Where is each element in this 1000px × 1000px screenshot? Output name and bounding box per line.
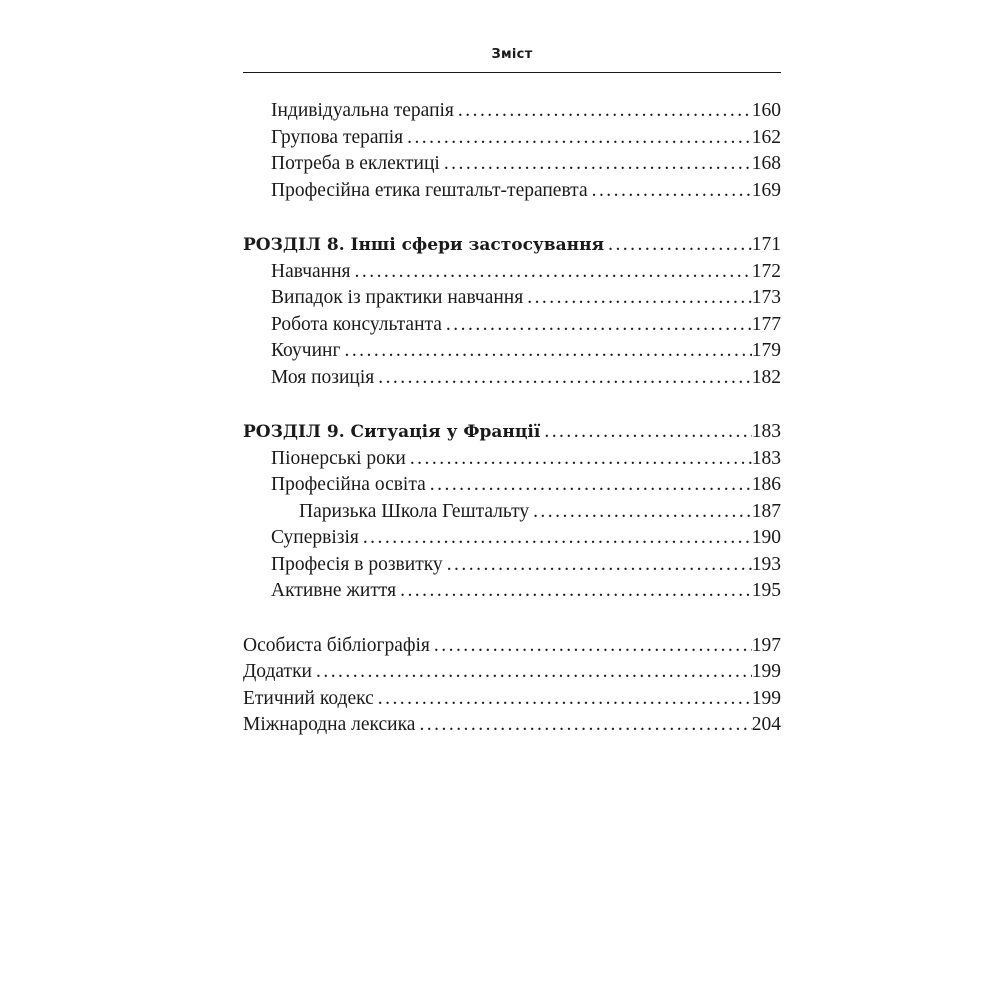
dot-leader: [374, 686, 752, 713]
toc-entry: [243, 338, 781, 365]
toc-entry-page: 182: [751, 366, 781, 388]
toc-entry-page: 162: [751, 126, 781, 148]
toc-entry-title: Навчання: [271, 260, 351, 282]
toc-chapter-page: 183: [751, 421, 781, 442]
toc-entry-page: 169: [751, 179, 781, 201]
dot-leader: [454, 98, 752, 125]
toc-entry: [243, 285, 781, 312]
dot-leader: [588, 178, 752, 205]
toc-entry-page: 195: [751, 580, 781, 601]
toc-back-matter-entry: [243, 712, 781, 739]
toc-chapter-title: РОЗДІЛ 8. Інші сфери застосування: [243, 235, 605, 255]
dot-leader: [540, 419, 751, 446]
dot-leader: [442, 312, 752, 339]
toc-entry-title: Потреба в еклектиці: [271, 153, 440, 174]
toc-entry-title: Супервізія: [271, 527, 359, 548]
toc-entry-page: 187: [751, 500, 781, 522]
dot-leader: [523, 285, 752, 312]
toc-entry: [243, 312, 781, 339]
toc-entry: [243, 472, 781, 499]
toc-chapter-9: [243, 419, 781, 446]
toc-entry: [243, 259, 781, 286]
dot-leader: [403, 125, 752, 152]
toc-entry-page: 199: [751, 687, 781, 709]
toc-entry-title: Професійна освіта: [271, 474, 426, 495]
dot-leader: [340, 338, 751, 365]
section-gap: [243, 605, 781, 633]
toc-entry-page: 190: [751, 527, 781, 548]
dot-leader: [312, 659, 752, 686]
table-of-contents: [243, 98, 781, 739]
dot-leader: [443, 552, 752, 579]
toc-entry-title: Випадок із практики навчання: [271, 287, 524, 308]
toc-entry-page: 183: [751, 447, 781, 469]
dot-leader: [604, 232, 752, 259]
toc-entry-title: Групова терапія: [271, 126, 404, 148]
dot-leader: [529, 499, 752, 526]
header-rule: [243, 72, 781, 73]
toc-entry-page: 193: [751, 553, 781, 575]
toc-back-matter-entry: [243, 686, 781, 713]
section-gap: [243, 391, 781, 419]
toc-back-matter-entry: [243, 633, 781, 660]
dot-leader: [396, 578, 752, 605]
toc-entry-title: Піонерські роки: [271, 447, 406, 469]
section-gap: [243, 204, 781, 232]
dot-leader: [359, 525, 752, 552]
toc-entry: [243, 178, 781, 205]
toc-entry-page: 173: [751, 287, 781, 308]
toc-entry: [243, 552, 781, 579]
toc-entry: [243, 125, 781, 152]
dot-leader: [406, 446, 752, 473]
toc-entry-title: Робота консультанта: [271, 313, 442, 335]
toc-entry-title: Коучинг: [271, 340, 341, 361]
toc-entry-page: 177: [751, 313, 781, 335]
toc-entry: [243, 98, 781, 125]
toc-entry: [243, 525, 781, 552]
dot-leader: [430, 633, 752, 660]
toc-back-matter-entry: [243, 659, 781, 686]
toc-entry: [243, 151, 781, 178]
dot-leader: [426, 472, 752, 499]
dot-leader: [440, 151, 752, 178]
toc-entry-page: 168: [751, 153, 781, 174]
running-head: Зміст: [491, 47, 533, 62]
toc-entry: [243, 446, 781, 473]
toc-entry-page: 179: [751, 340, 781, 361]
toc-entry-title: Додатки: [243, 661, 312, 682]
dot-leader: [415, 712, 751, 739]
toc-entry-page: 186: [751, 474, 781, 495]
toc-entry-title: Професія в розвитку: [271, 553, 443, 575]
toc-chapter-8: [243, 232, 781, 259]
dot-leader: [374, 365, 752, 392]
toc-entry-page: 204: [751, 714, 781, 735]
toc-entry-title: Моя позиція: [271, 366, 375, 388]
toc-entry-page: 160: [751, 100, 781, 121]
toc-entry-title: Професійна етика гештальт-терапевта: [271, 179, 588, 201]
toc-entry: [243, 578, 781, 605]
toc-subentry: [243, 499, 781, 526]
toc-entry-title: Паризька Школа Гештальту: [299, 500, 530, 522]
toc-entry-title: Етичний кодекс: [243, 687, 374, 709]
dot-leader: [351, 259, 752, 286]
toc-chapter-title: РОЗДІЛ 9. Ситуація у Франції: [243, 422, 541, 442]
toc-entry-title: Особиста бібліографія: [243, 634, 430, 656]
toc-entry-title: Активне життя: [271, 580, 397, 601]
toc-entry-page: 197: [751, 634, 781, 656]
toc-entry-title: Міжнародна лексика: [243, 714, 416, 735]
toc-entry: [243, 365, 781, 392]
toc-chapter-page: 171: [751, 234, 781, 255]
toc-entry-page: 199: [751, 661, 781, 682]
toc-entry-title: Індивідуальна терапія: [271, 100, 454, 121]
toc-entry-page: 172: [751, 260, 781, 282]
